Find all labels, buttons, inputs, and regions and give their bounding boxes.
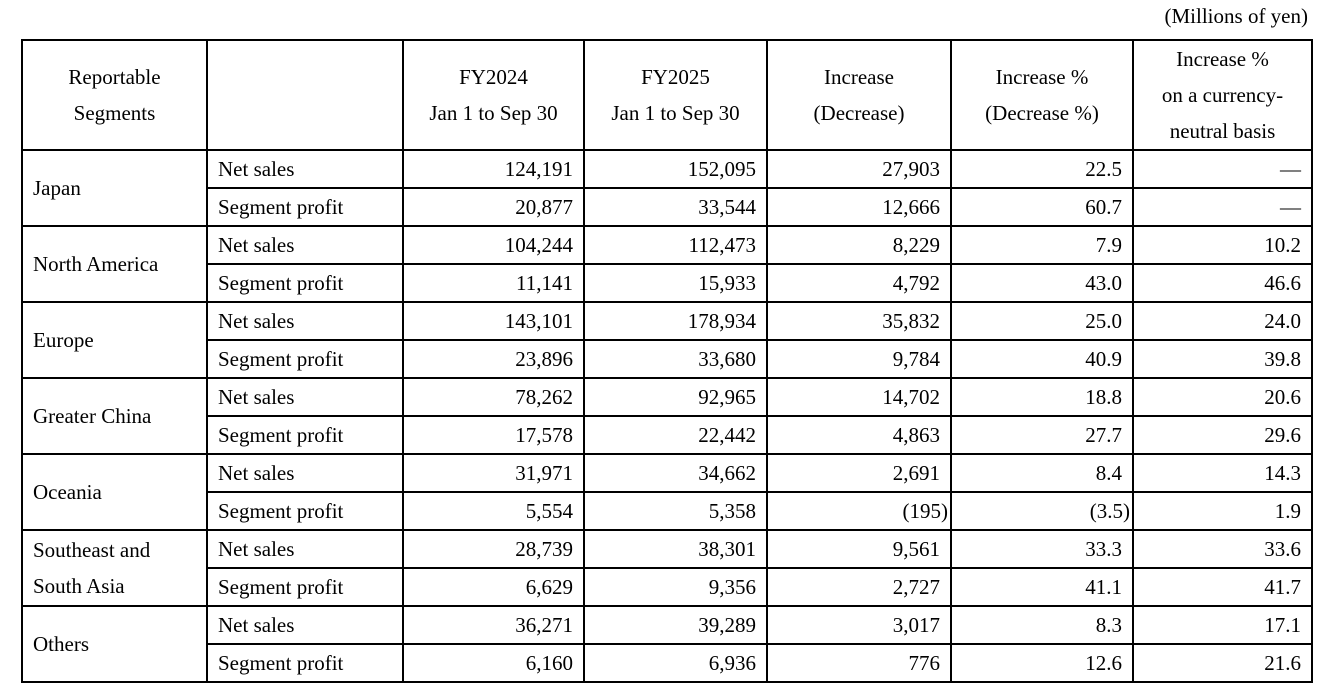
metric-label: Segment profit bbox=[207, 416, 403, 454]
cell-fy2024: 104,244 bbox=[403, 226, 584, 264]
cell-fy2025: 33,544 bbox=[584, 188, 767, 226]
cell-currency-neutral: 10.2 bbox=[1133, 226, 1312, 264]
cell-fy2025: 9,356 bbox=[584, 568, 767, 606]
cell-fy2024: 6,160 bbox=[403, 644, 584, 682]
metric-label: Segment profit bbox=[207, 340, 403, 378]
cell-currency-neutral: 41.7 bbox=[1133, 568, 1312, 606]
metric-label: Segment profit bbox=[207, 644, 403, 682]
cell-increase: 14,702 bbox=[767, 378, 951, 416]
cell-fy2025: 152,095 bbox=[584, 150, 767, 188]
table-row bbox=[22, 492, 1312, 530]
cell-increase: 3,017 bbox=[767, 606, 951, 644]
metric-label: Net sales bbox=[207, 302, 403, 340]
table-row bbox=[22, 454, 1312, 492]
cell-increase-pct: 41.1 bbox=[951, 568, 1133, 606]
cell-increase-pct: (3.5) bbox=[951, 492, 1133, 530]
table-row bbox=[22, 302, 1312, 340]
segment-name-oceania: Oceania bbox=[22, 454, 207, 530]
cell-fy2024: 23,896 bbox=[403, 340, 584, 378]
segment-name-north-america: North America bbox=[22, 226, 207, 302]
cell-currency-neutral: 20.6 bbox=[1133, 378, 1312, 416]
header-currency-neutral: Increase % on a currency- neutral basis bbox=[1133, 40, 1312, 150]
cell-increase-pct: 22.5 bbox=[951, 150, 1133, 188]
table-body bbox=[22, 150, 1312, 682]
header-increase: Increase (Decrease) bbox=[767, 40, 951, 150]
unit-note: (Millions of yen) bbox=[1164, 4, 1308, 28]
cell-fy2025: 6,936 bbox=[584, 644, 767, 682]
table-row bbox=[22, 264, 1312, 302]
metric-label: Segment profit bbox=[207, 568, 403, 606]
cell-increase: (195) bbox=[767, 492, 951, 530]
header-metric bbox=[207, 40, 403, 150]
cell-currency-neutral: 39.8 bbox=[1133, 340, 1312, 378]
cell-fy2024: 143,101 bbox=[403, 302, 584, 340]
segment-name-europe: Europe bbox=[22, 302, 207, 378]
cell-currency-neutral: 24.0 bbox=[1133, 302, 1312, 340]
metric-label: Segment profit bbox=[207, 264, 403, 302]
cell-fy2025: 92,965 bbox=[584, 378, 767, 416]
cell-fy2025: 5,358 bbox=[584, 492, 767, 530]
cell-currency-neutral: 21.6 bbox=[1133, 644, 1312, 682]
cell-increase: 2,727 bbox=[767, 568, 951, 606]
table-row bbox=[22, 606, 1312, 644]
cell-currency-neutral: 33.6 bbox=[1133, 530, 1312, 568]
table-row bbox=[22, 150, 1312, 188]
cell-increase: 35,832 bbox=[767, 302, 951, 340]
cell-fy2025: 178,934 bbox=[584, 302, 767, 340]
cell-increase-pct: 7.9 bbox=[951, 226, 1133, 264]
cell-fy2025: 39,289 bbox=[584, 606, 767, 644]
cell-increase: 2,691 bbox=[767, 454, 951, 492]
cell-currency-neutral: 46.6 bbox=[1133, 264, 1312, 302]
cell-increase: 9,561 bbox=[767, 530, 951, 568]
table-row bbox=[22, 378, 1312, 416]
segment-results-table bbox=[21, 39, 1313, 683]
cell-fy2024: 36,271 bbox=[403, 606, 584, 644]
cell-fy2024: 17,578 bbox=[403, 416, 584, 454]
cell-increase-pct: 60.7 bbox=[951, 188, 1133, 226]
metric-label: Segment profit bbox=[207, 492, 403, 530]
cell-not-applicable: — bbox=[1133, 188, 1312, 226]
cell-fy2024: 6,629 bbox=[403, 568, 584, 606]
cell-currency-neutral: 1.9 bbox=[1133, 492, 1312, 530]
cell-fy2025: 38,301 bbox=[584, 530, 767, 568]
cell-fy2025: 15,933 bbox=[584, 264, 767, 302]
metric-label: Net sales bbox=[207, 530, 403, 568]
segment-name-japan: Japan bbox=[22, 150, 207, 226]
cell-increase: 4,792 bbox=[767, 264, 951, 302]
cell-fy2025: 34,662 bbox=[584, 454, 767, 492]
cell-increase: 27,903 bbox=[767, 150, 951, 188]
metric-label: Net sales bbox=[207, 226, 403, 264]
cell-fy2025: 33,680 bbox=[584, 340, 767, 378]
cell-increase: 776 bbox=[767, 644, 951, 682]
table-row bbox=[22, 340, 1312, 378]
cell-fy2024: 5,554 bbox=[403, 492, 584, 530]
table-row bbox=[22, 188, 1312, 226]
cell-increase-pct: 40.9 bbox=[951, 340, 1133, 378]
cell-fy2024: 20,877 bbox=[403, 188, 584, 226]
metric-label: Net sales bbox=[207, 454, 403, 492]
cell-increase-pct: 25.0 bbox=[951, 302, 1133, 340]
metric-label: Segment profit bbox=[207, 188, 403, 226]
cell-increase: 8,229 bbox=[767, 226, 951, 264]
cell-increase: 4,863 bbox=[767, 416, 951, 454]
cell-fy2024: 11,141 bbox=[403, 264, 584, 302]
header-fy2024: FY2024 Jan 1 to Sep 30 bbox=[403, 40, 584, 150]
table-row bbox=[22, 226, 1312, 264]
cell-fy2024: 78,262 bbox=[403, 378, 584, 416]
metric-label: Net sales bbox=[207, 378, 403, 416]
table-row bbox=[22, 644, 1312, 682]
table-row bbox=[22, 416, 1312, 454]
cell-fy2025: 112,473 bbox=[584, 226, 767, 264]
segment-name-greater-china: Greater China bbox=[22, 378, 207, 454]
header-fy2025: FY2025 Jan 1 to Sep 30 bbox=[584, 40, 767, 150]
metric-label: Net sales bbox=[207, 150, 403, 188]
cell-increase-pct: 8.3 bbox=[951, 606, 1133, 644]
cell-fy2025: 22,442 bbox=[584, 416, 767, 454]
cell-fy2024: 31,971 bbox=[403, 454, 584, 492]
cell-fy2024: 124,191 bbox=[403, 150, 584, 188]
header-reportable-segments: Reportable Segments bbox=[22, 40, 207, 150]
segment-name-southeast-and-south-asia: Southeast and South Asia bbox=[22, 530, 207, 606]
cell-currency-neutral: 29.6 bbox=[1133, 416, 1312, 454]
cell-increase-pct: 8.4 bbox=[951, 454, 1133, 492]
cell-increase-pct: 12.6 bbox=[951, 644, 1133, 682]
cell-increase: 12,666 bbox=[767, 188, 951, 226]
cell-currency-neutral: 17.1 bbox=[1133, 606, 1312, 644]
table-row bbox=[22, 530, 1312, 568]
header-increase-pct: Increase % (Decrease %) bbox=[951, 40, 1133, 150]
segment-name-others: Others bbox=[22, 606, 207, 682]
cell-fy2024: 28,739 bbox=[403, 530, 584, 568]
cell-increase: 9,784 bbox=[767, 340, 951, 378]
cell-increase-pct: 18.8 bbox=[951, 378, 1133, 416]
header-row bbox=[22, 40, 1312, 150]
cell-currency-neutral: 14.3 bbox=[1133, 454, 1312, 492]
metric-label: Net sales bbox=[207, 606, 403, 644]
table-row bbox=[22, 568, 1312, 606]
cell-not-applicable: — bbox=[1133, 150, 1312, 188]
cell-increase-pct: 27.7 bbox=[951, 416, 1133, 454]
cell-increase-pct: 43.0 bbox=[951, 264, 1133, 302]
cell-increase-pct: 33.3 bbox=[951, 530, 1133, 568]
